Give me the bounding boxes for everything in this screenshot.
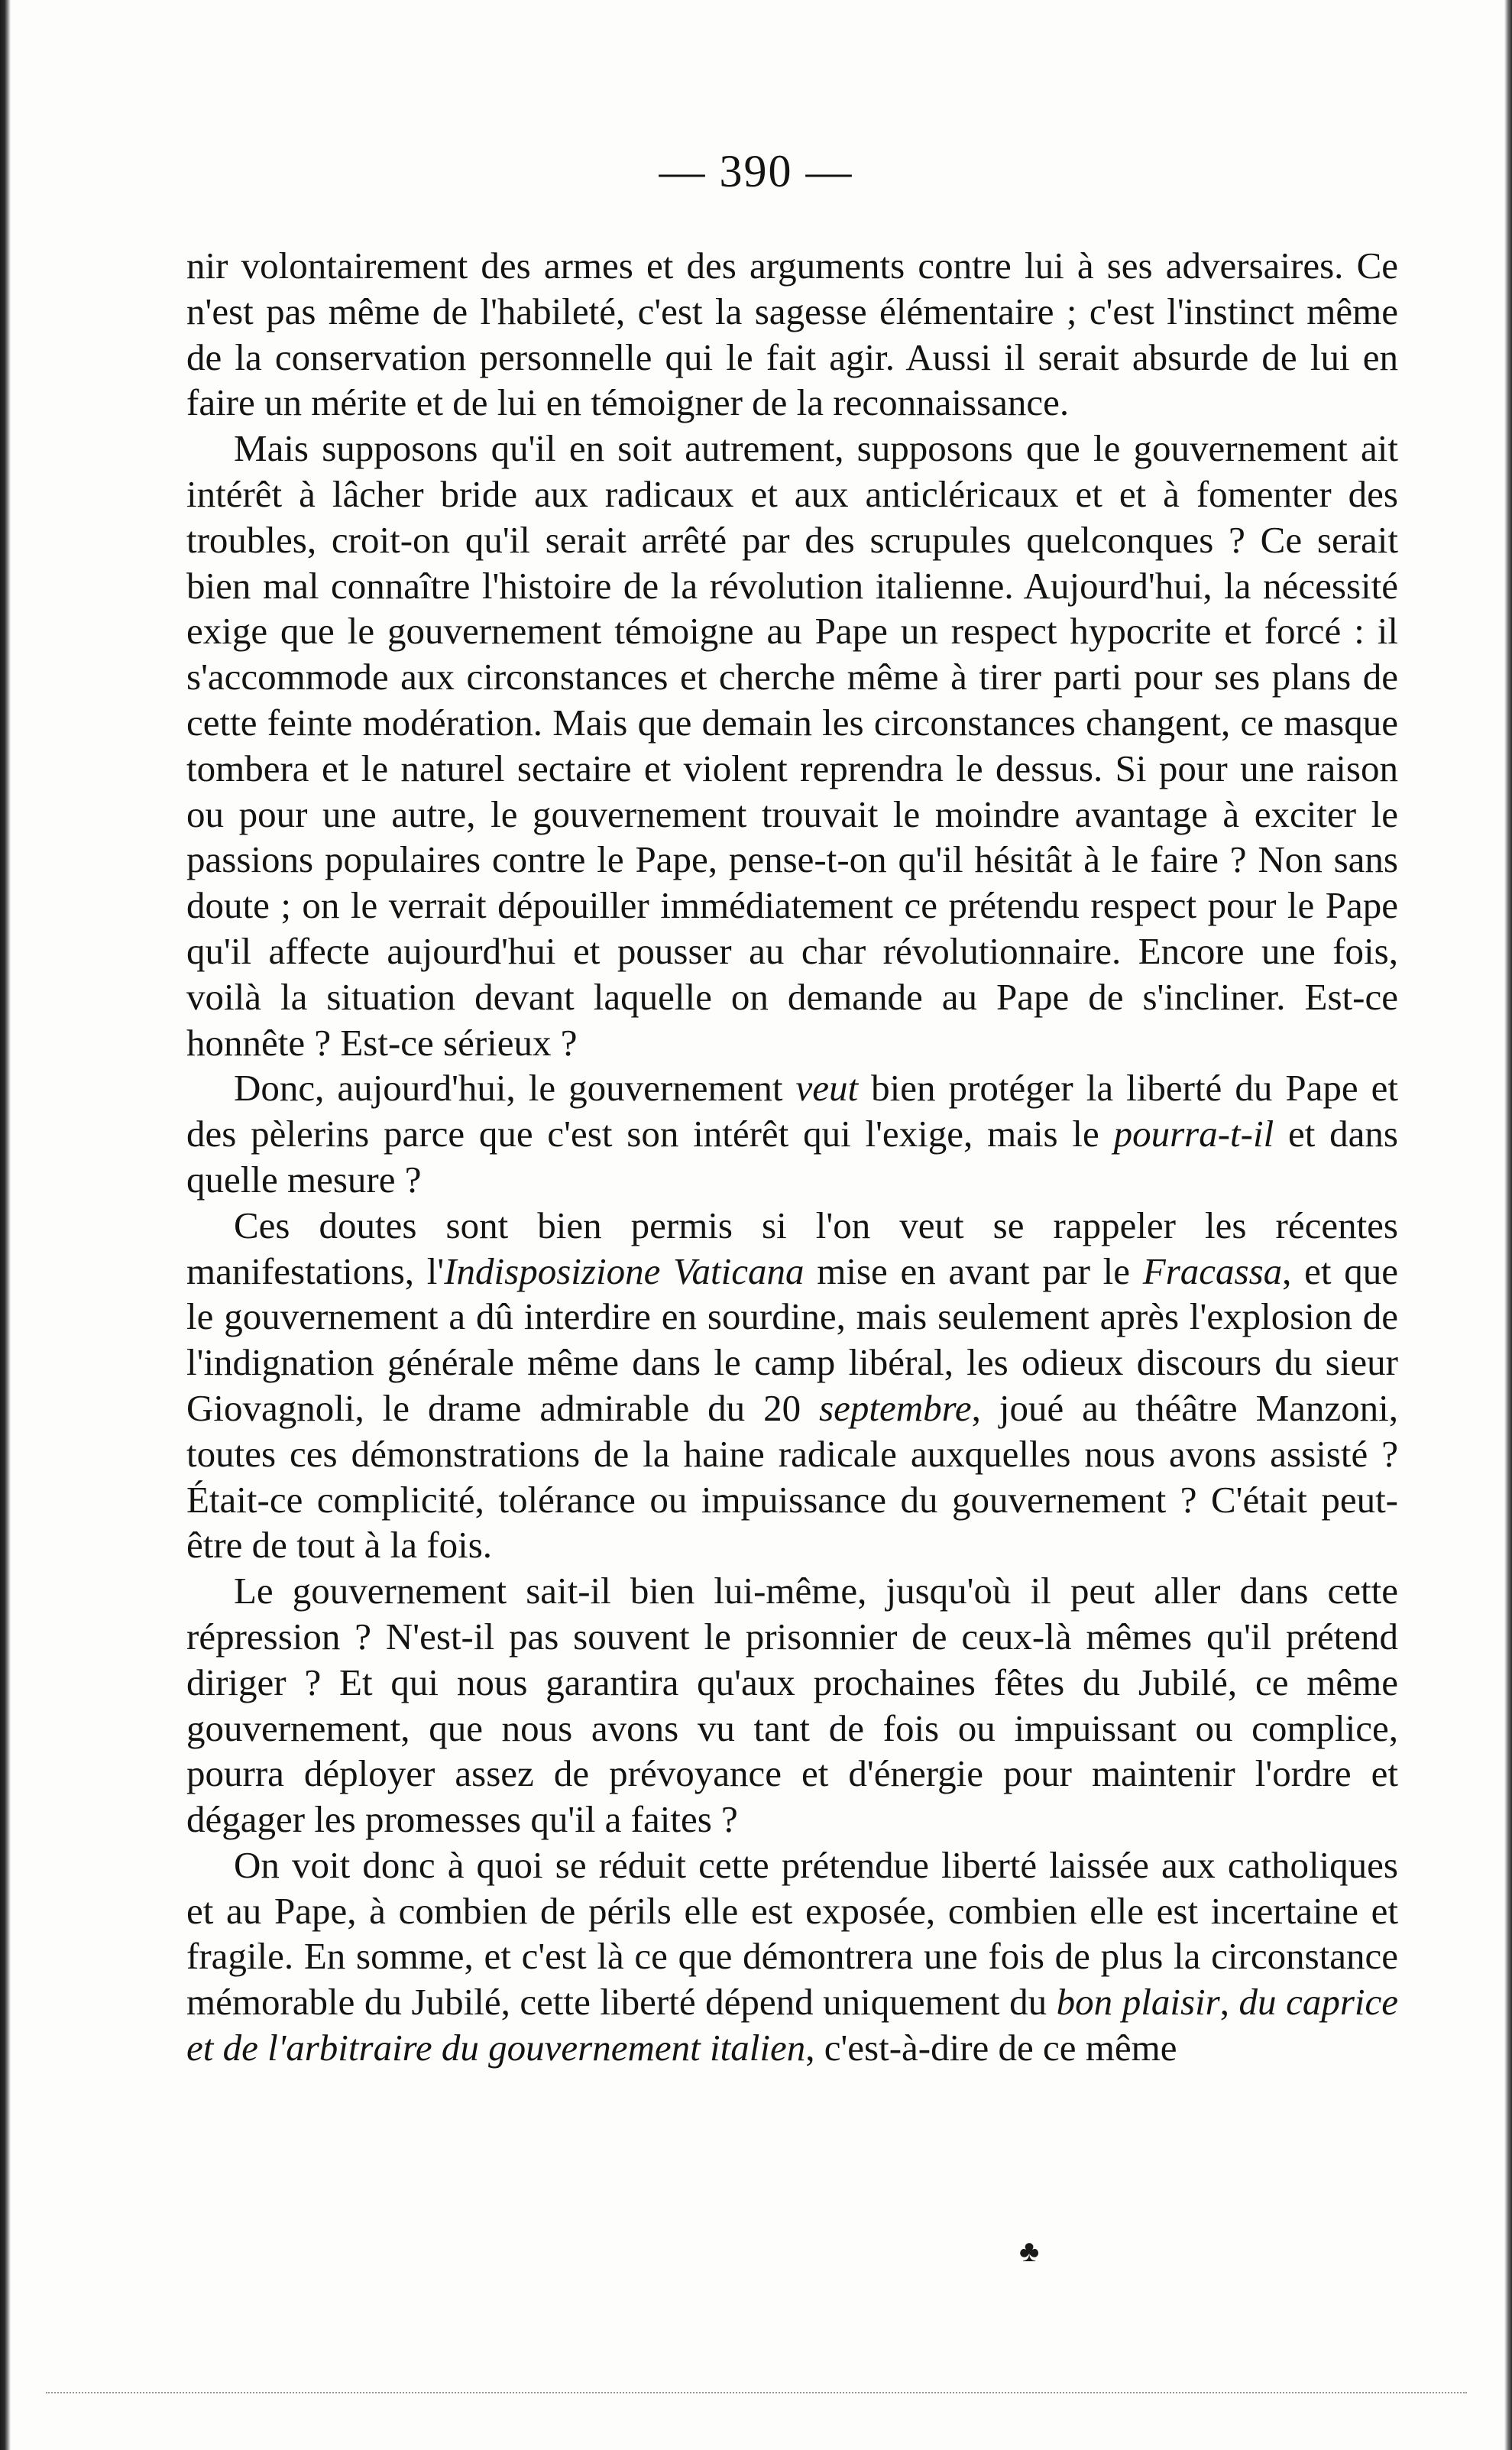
scan-artifact-top <box>879 6 1490 37</box>
text-run: On voit donc à quoi se réduit cette prétendue liberté laissée aux catholiques et au Pape, à combien de périls elle est exposée, combien elle est incertaine et fragile. En somme, et c'est là ce que démontrera une fois de plus la circonstance mémorable du Jubilé, cette liberté dépend uniquement du <box>186 1843 1398 2024</box>
paragraph <box>186 1065 1398 1202</box>
paragraph <box>186 1203 1398 1568</box>
text-run: , <box>1219 1981 1239 2024</box>
text-run: , joué au théâtre Manzoni, toutes ces démonstrations de la haine radicale auxquelles nous avons assisté ? Était-ce complicité, tolérance ou impuissance du gouvernement ? C'était peut-être de tout à la fois. <box>186 1386 1398 1567</box>
paragraph <box>186 426 1398 1065</box>
page-number: — 390 — <box>659 146 853 196</box>
text-run: , et que le gouvernement a dû interdire en sourdine, mais seulement après l'explosion de l'indignation générale même dans le camp libéral, les odieux discours du sieur Giovagnoli, le drame admirable du 20 <box>186 1249 1398 1429</box>
text-run: Donc, aujourd'hui, le gouvernement <box>234 1067 796 1110</box>
printer-ornament: ♣ <box>1019 2234 1040 2268</box>
text-run: Ces doutes sont bien permis si l'on veut se rappeler les récentes manifestations, l' <box>186 1204 1398 1292</box>
paragraph <box>186 1842 1398 2071</box>
text-run: Mais supposons qu'il en soit autrement, supposons que le gouvernement ait intérêt à lâcher bride aux radicaux et aux anticléricaux et et à fomenter des troubles, croit-on qu'il serait arrêté par des scrupules quelconques ? Ce serait bien mal connaître l'histoire de la révolution italienne. Aujourd'hui, la nécessité exige que le gouvernement témoigne au Pape un respect hypocrite et forcé : il s'accommode aux circonstances et cherche même à tirer parti pour ses plans de cette feinte modération. Mais que demain les circonstances changent, ce masque tombera et le naturel sectaire et violent reprendra le dessus. Si pour une raison ou pour une autre, le gouvernement trouvait le moindre avantage à exciter le passions populaires contre le Pape, pense-t-on qu'il hésitât à le faire ? Non sans doute ; on le verrait dépouiller immédiatement ce prétendu respect pour le Pape qu'il affecte aujourd'hui et pousser au char révolutionnaire. Encore une fois, voilà la situation devant laquelle on demande au Pape de s'incliner. Est-ce honnête ? Est-ce sérieux ? <box>186 427 1398 1064</box>
paragraph <box>186 1568 1398 1842</box>
body-text <box>186 243 1398 2071</box>
paragraph <box>186 243 1398 426</box>
text-run: et dans quelle mesure ? <box>186 1113 1398 1201</box>
italic-phrase: du caprice et de l'arbitraire du gouvernement italien <box>186 1981 1399 2069</box>
text-run: bien protéger la liberté du Pape et des pèlerins parce que c'est son intérêt qui l'exige, mais le <box>186 1067 1398 1155</box>
page-left-binding-edge <box>0 0 11 2450</box>
page-right-edge <box>1504 0 1512 2450</box>
text-run: nir volontairement des armes et des arguments contre lui à ses adversaires. Ce n'est pas même de l'habileté, c'est la sagesse élémentaire ; c'est l'instinct même de la conservation personnelle qui le fait agir. Aussi il serait absurde de lui en faire un mérite et de lui en témoigner de la reconnaissance. <box>186 245 1398 424</box>
italic-phrase: bon plaisir <box>1056 1981 1220 2024</box>
text-run: mise en avant par le <box>804 1249 1143 1292</box>
italic-phrase: veut <box>795 1067 859 1110</box>
italic-phrase: Fracassa <box>1142 1249 1283 1292</box>
italic-phrase: pourra-t-il <box>1113 1113 1274 1155</box>
text-run: , c'est-à-dire de ce même <box>805 2027 1177 2069</box>
italic-phrase: septembre <box>819 1386 972 1429</box>
scan-artifact-bottom <box>46 2392 1467 2416</box>
text-run: Le gouvernement sait-il bien lui-même, jusqu'où il peut aller dans cette répression ? N'est-il pas souvent le prisonnier de ceux-là mêmes qu'il prétend diriger ? Et qui nous garantira qu'aux prochaines fêtes du Jubilé, ce même gouvernement, que nous avons vu tant de fois ou impuissant ou complice, pourra déployer assez de prévoyance et d'énergie pour maintenir l'ordre et dégager les promesses qu'il a faites ? <box>186 1570 1398 1841</box>
italic-phrase: Indisposizione Vaticana <box>444 1249 805 1292</box>
